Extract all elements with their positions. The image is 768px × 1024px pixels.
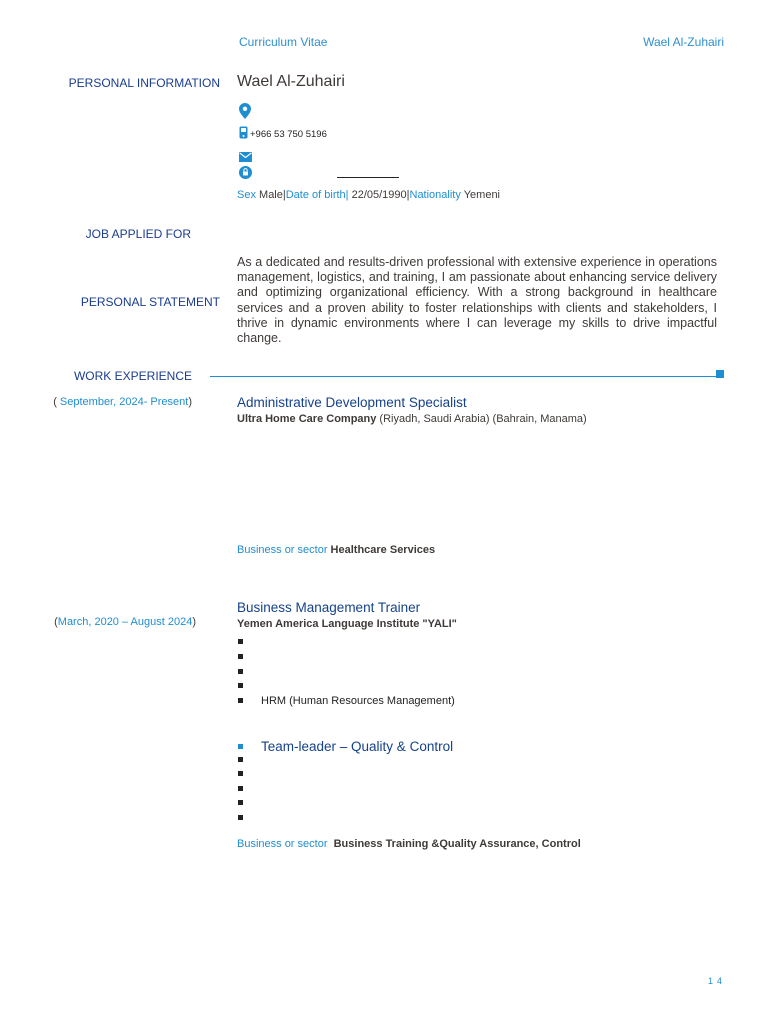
company-2 [237,618,457,630]
bullet [238,683,243,688]
bullet [238,744,243,749]
section-work-experience: WORK EXPERIENCE [73,369,192,383]
sector-label: Business or sector [237,838,328,850]
section-divider [210,376,718,377]
bullet [238,800,243,805]
nationality-label: Nationality [409,189,461,201]
nationality-value: Yemeni [463,189,501,201]
company-name: Ultra Home Care Company [237,413,377,425]
header-title: Curriculum Vitae [239,35,328,49]
location-pin-icon [239,103,251,119]
work-date-2 [54,616,196,628]
candidate-name: Wael Al-Zuhairi [237,73,345,90]
date-paren-open: ( [53,396,57,408]
page-total: 4 [716,976,726,986]
sector-1 [237,544,435,556]
bullet [238,786,243,791]
section-job-applied-for: JOB APPLIED FOR [85,227,191,241]
sector-label: Business or sector [237,544,328,556]
header-name: Wael Al-Zuhairi [643,35,724,49]
job-title-2: Business Management Trainer [237,600,421,615]
company-name: Yemen America Language Institute "YALI" [237,618,457,630]
date-paren-close: ) [192,616,196,628]
sex-value: Male| [259,189,286,201]
link-underline [337,177,399,178]
envelope-icon [239,152,252,162]
sex-label: Sex [237,189,256,201]
bullet [238,771,243,776]
work-date-1 [53,396,192,408]
bullet [238,815,243,820]
bullet-item-hrm: HRM (Human Resources Management) [261,695,455,707]
page-number [708,976,726,986]
job-title-1: Administrative Development Specialist [237,395,467,410]
sector-value: Healthcare Services [330,544,436,556]
bullet [238,698,243,703]
statement-text: As a dedicated and results-driven professional with extensive experience in operations management, logistics, and training, I am passionate about enhancing service delivery and optimizing organizational efficiency. With a strong background in healthcare services and a proven ability to foster relationships with clients and stakeholders, I thrive in dynamic environments where I can leverage my skills to drive impactful change. [237,255,717,346]
date-text: September, 2024- Present [56,396,189,408]
date-paren-close: ) [188,396,192,408]
mobile-phone-icon [239,126,248,139]
page-current: 1 [707,976,717,986]
messenger-icon [239,166,252,179]
bullet [238,757,243,762]
company-1 [237,413,587,425]
phone-number[interactable]: +966 53 750 5196 [250,129,327,140]
bullet [238,654,243,659]
sub-role-title: Team-leader – Quality & Control [261,739,454,754]
sector-value: Business Training &Quality Assurance, Control [333,838,581,850]
bullet [238,669,243,674]
dob-label: Date of birth| [285,189,349,201]
date-text: March, 2020 – August 2024 [57,616,193,628]
section-divider-marker [716,370,724,378]
section-personal-statement: PERSONAL STATEMENT [80,295,220,309]
section-personal-information: PERSONAL INFORMATION [68,76,220,90]
bullet [238,639,243,644]
sector-2 [237,838,581,850]
date-paren-open: ( [54,616,58,628]
dob-value: 22/05/1990| [351,189,410,201]
company-location: (Riyadh, Saudi Arabia) (Bahrain, Manama) [376,413,587,425]
personal-details [237,189,500,201]
